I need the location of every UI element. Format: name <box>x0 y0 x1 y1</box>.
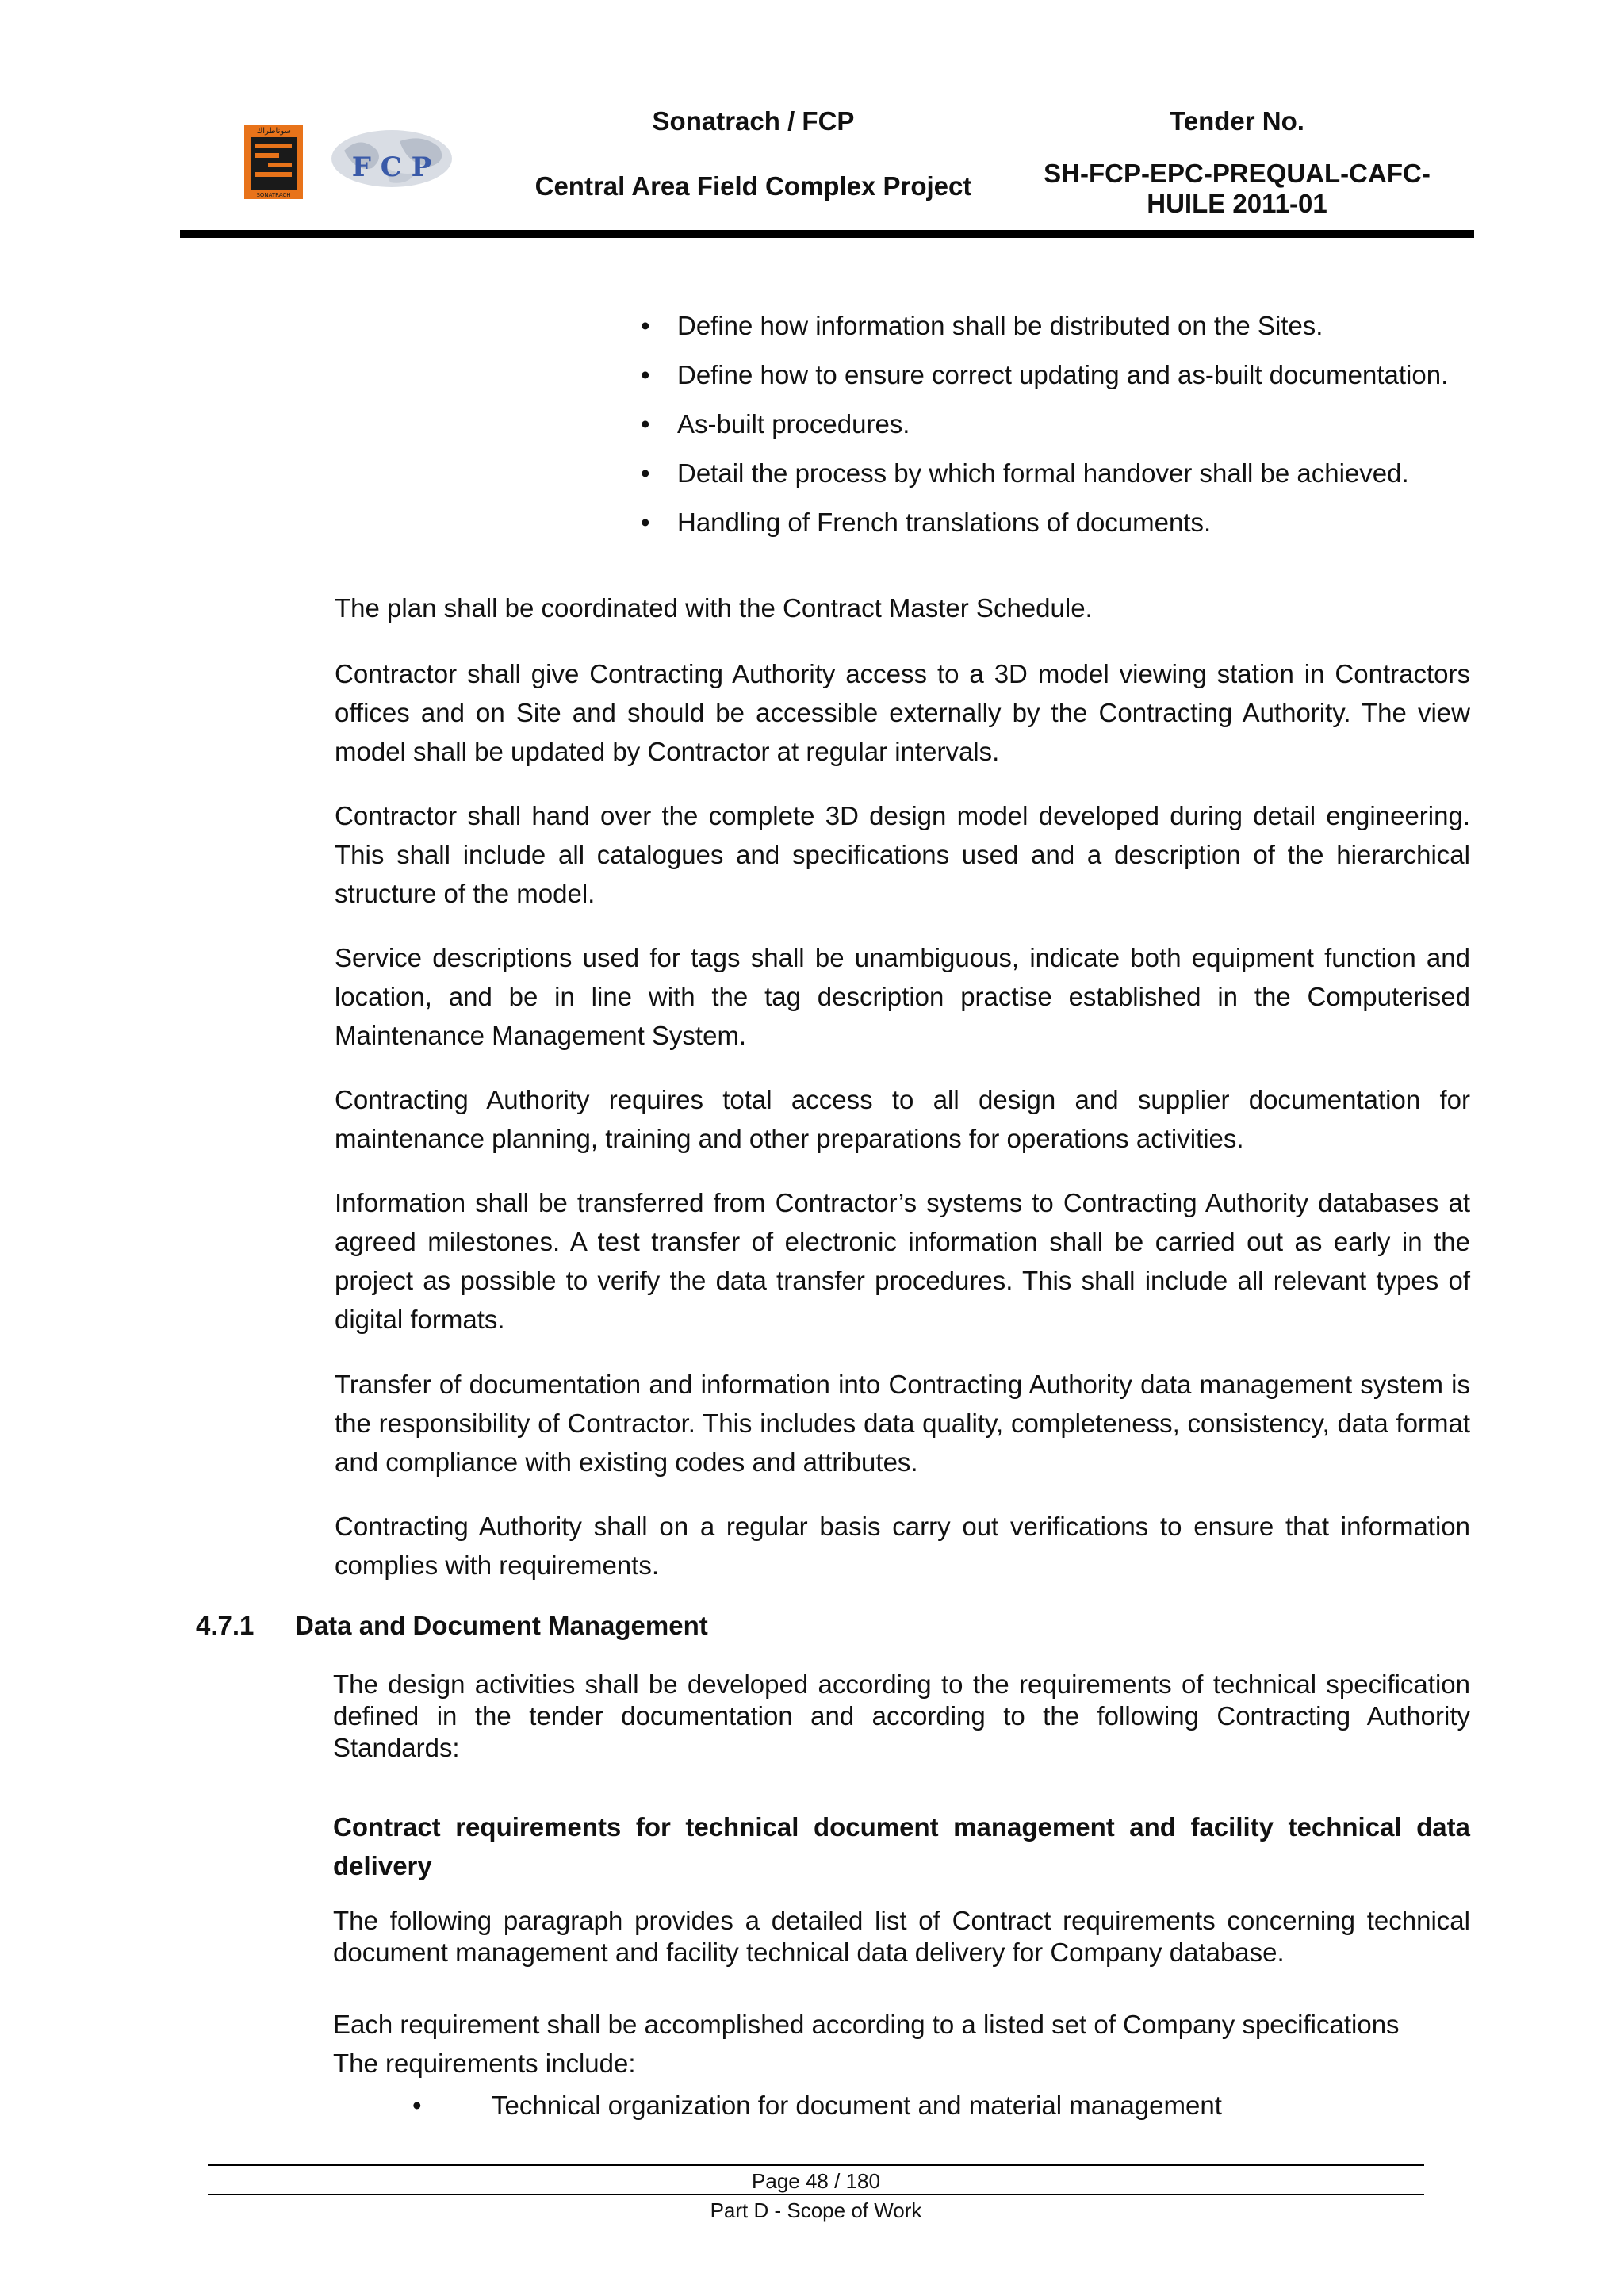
sonatrach-logo <box>244 125 303 199</box>
footer-rule-top <box>208 2164 1424 2166</box>
fcp-logo-text: F C P <box>351 151 432 183</box>
section-intro: The design activities shall be developed according to the requirements of technical specification defined in the tender documentation and according to the following Contracting Authority Standards: <box>333 1669 1470 1762</box>
section-title: Data and Document Management <box>295 1611 708 1640</box>
sonatrach-caption: SONATRACH <box>256 192 291 198</box>
bullet-text: Define how to ensure correct updating and as-built documentation. <box>677 360 1449 389</box>
paragraph: Contractor shall give Contracting Authority access to a 3D model viewing station in Contractors offices and on Site and should be accessible externally by the Contracting Authority. The view model shall be updated by Contractor at regular intervals. <box>335 659 1470 766</box>
bullet-text: As-built procedures. <box>677 409 910 439</box>
list-item: • Detail the process by which formal handover shall be achieved. <box>641 458 1409 488</box>
header-company-project: Sonatrach / FCP <box>652 106 855 136</box>
section-paragraph-line: The requirements include: <box>333 2049 636 2078</box>
section-paragraph: The following paragraph provides a detailed list of Contract requirements concerning technical document management and facility technical data delivery for Company database. <box>333 1906 1470 1967</box>
bullet-text: Detail the process by which formal handover shall be achieved. <box>677 458 1409 488</box>
header-rule <box>180 230 1474 238</box>
section-paragraph-line: Each requirement shall be accomplished according to a listed set of Company specifications <box>333 2010 1400 2039</box>
header-tender-number-line1: SH-FCP-EPC-PREQUAL-CAFC- <box>1044 159 1431 188</box>
list-item: • Handling of French translations of documents. <box>641 508 1212 537</box>
list-item: • Define how information shall be distributed on the Sites. <box>641 311 1323 340</box>
paragraph: Contracting Authority requires total access to all design and supplier documentation for maintenance planning, training and other preparations for operations activities. <box>335 1085 1470 1153</box>
paragraph: The plan shall be coordinated with the Contract Master Schedule. <box>335 593 1093 623</box>
paragraph: Transfer of documentation and information into Contracting Authority data management system is the responsibility of Contractor. This includes data quality, completeness, consistency, data format and compliance with existing codes and attributes. <box>335 1370 1470 1477</box>
top-bullet-list <box>641 306 1470 542</box>
paragraph: Contracting Authority shall on a regular basis carry out verifications to ensure that information complies with requirements. <box>335 1512 1470 1580</box>
bullet-text: Define how information shall be distributed on the Sites. <box>677 311 1323 340</box>
footer-rule-bottom <box>208 2194 1424 2195</box>
fcp-logo <box>328 127 455 197</box>
header-project-name: Central Area Field Complex Project <box>534 171 972 201</box>
header-tender-label: Tender No. <box>1170 106 1304 136</box>
bullet-dot: • <box>412 2091 422 2120</box>
bullet-text: Handling of French translations of documents. <box>677 508 1212 537</box>
paragraph: Contractor shall hand over the complete 3D design model developed during detail engineering. This shall include all catalogues and specifications used and a description of the hierarchical structure of the model. <box>335 801 1470 908</box>
list-item: • As-built procedures. <box>641 409 910 439</box>
section-number: 4.7.1 <box>196 1611 255 1640</box>
header-tender-number-line2: HUILE 2011-01 <box>1147 189 1327 218</box>
subheading: Contract requirements for technical document management and facility technical data delivery <box>333 1812 1470 1880</box>
sonatrach-arabic-text: سوناطراك <box>256 127 291 136</box>
paragraph: Information shall be transferred from Contractor’s systems to Contracting Authority databases at agreed milestones. A test transfer of electronic information shall be carried out as early in the project as possible to verify the data transfer procedures. This shall include all relevant types of digital formats. <box>335 1188 1470 1334</box>
list-item: • Define how to ensure correct updating and as-built documentation. <box>641 360 1449 389</box>
section-bullet: Technical organization for document and material management <box>492 2091 1222 2120</box>
footer-page-number: Page 48 / 180 <box>752 2169 880 2193</box>
paragraph: Service descriptions used for tags shall be unambiguous, indicate both equipment function and location, and be in line with the tag description practise established in the Computerised Maintenance Management System. <box>335 943 1470 1050</box>
footer-part: Part D - Scope of Work <box>710 2198 922 2222</box>
